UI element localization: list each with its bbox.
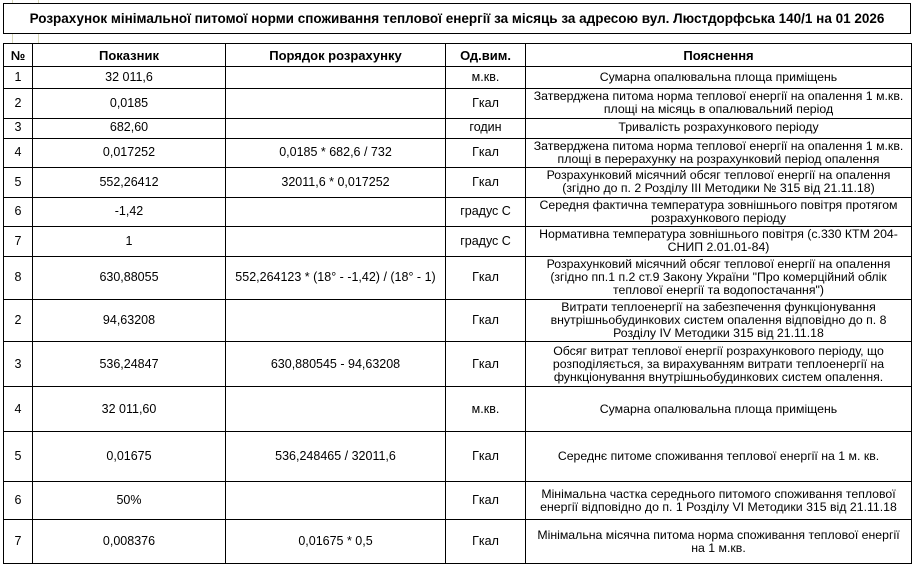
document-title: Розрахунок мінімальної питомої норми споживання теплової енергії за місяць за адресою вул. Люстдорфська 140/1 на 01 2026 xyxy=(3,3,911,34)
cell-explanation: Мінімальна місячна питома норма споживання теплової енергії на 1 м.кв. xyxy=(526,520,912,564)
cell-explanation: Обсяг витрат теплової енергії розрахункового періоду, що розподіляється, за вирахуванням витрати теплоенергії на функціонування внутрішньобудинкових систем опалення. xyxy=(526,342,912,387)
cell-calculation-formula xyxy=(226,118,446,138)
header-indicator: Показник xyxy=(33,44,226,67)
cell-row-number: 1 xyxy=(4,67,33,89)
cell-row-number: 2 xyxy=(4,299,33,342)
cell-explanation: Розрахунковий місячний обсяг теплової енергії на опалення (згідно пп.1 п.2 ст.9 Закону України "Про комерційний облік теплової енергії та водопостачання") xyxy=(526,256,912,299)
cell-row-number: 7 xyxy=(4,520,33,564)
header-unit: Од.вим. xyxy=(446,44,526,67)
cell-calculation-formula xyxy=(226,89,446,119)
table-row xyxy=(4,168,912,198)
cell-indicator-value: 94,63208 xyxy=(33,299,226,342)
table-row xyxy=(4,138,912,168)
table-row xyxy=(4,342,912,387)
cell-indicator-value: 536,24847 xyxy=(33,342,226,387)
cell-calculation-formula xyxy=(226,482,446,520)
cell-unit: Гкал xyxy=(446,520,526,564)
table-header-row xyxy=(4,44,912,67)
cell-unit: Гкал xyxy=(446,138,526,168)
cell-unit: Гкал xyxy=(446,342,526,387)
cell-explanation: Тривалість розрахункового періоду xyxy=(526,118,912,138)
cell-indicator-value: 32 011,60 xyxy=(33,387,226,432)
cell-unit: Гкал xyxy=(446,256,526,299)
cell-unit: градус С xyxy=(446,197,526,227)
header-number: № xyxy=(4,44,33,67)
table-row xyxy=(4,227,912,257)
cell-indicator-value: 552,26412 xyxy=(33,168,226,198)
cell-unit: Гкал xyxy=(446,432,526,482)
table-row xyxy=(4,67,912,89)
cell-row-number: 6 xyxy=(4,197,33,227)
cell-calculation-formula: 536,248465 / 32011,6 xyxy=(226,432,446,482)
cell-explanation: Середня фактична температура зовнішнього повітря протягом розрахункового періоду xyxy=(526,197,912,227)
cell-calculation-formula: 0,01675 * 0,5 xyxy=(226,520,446,564)
cell-row-number: 5 xyxy=(4,168,33,198)
table-row xyxy=(4,89,912,119)
cell-row-number: 2 xyxy=(4,89,33,119)
cell-indicator-value: 1 xyxy=(33,227,226,257)
cell-unit: Гкал xyxy=(446,168,526,198)
cell-unit: м.кв. xyxy=(446,387,526,432)
table-row xyxy=(4,197,912,227)
cell-explanation: Сумарна опалювальна площа приміщень xyxy=(526,67,912,89)
cell-calculation-formula xyxy=(226,299,446,342)
cell-calculation-formula xyxy=(226,387,446,432)
cell-row-number: 8 xyxy=(4,256,33,299)
cell-calculation-formula: 32011,6 * 0,017252 xyxy=(226,168,446,198)
cell-indicator-value: -1,42 xyxy=(33,197,226,227)
cell-calculation-formula: 630,880545 - 94,63208 xyxy=(226,342,446,387)
cell-calculation-formula: 0,0185 * 682,6 / 732 xyxy=(226,138,446,168)
cell-row-number: 6 xyxy=(4,482,33,520)
cell-row-number: 5 xyxy=(4,432,33,482)
cell-calculation-formula xyxy=(226,227,446,257)
cell-row-number: 3 xyxy=(4,118,33,138)
table-row xyxy=(4,520,912,564)
cell-calculation-formula xyxy=(226,197,446,227)
table-row xyxy=(4,482,912,520)
cell-row-number: 3 xyxy=(4,342,33,387)
cell-indicator-value: 0,01675 xyxy=(33,432,226,482)
cell-unit: градус С xyxy=(446,227,526,257)
cell-explanation: Затверджена питома норма теплової енергії на опалення 1 м.кв. площі на місяць в опалювальний період xyxy=(526,89,912,119)
cell-unit: м.кв. xyxy=(446,67,526,89)
cell-explanation: Нормативна температура зовнішнього повітря (с.330 КТМ 204-СНИП 2.01.01-84) xyxy=(526,227,912,257)
cell-explanation: Розрахунковий місячний обсяг теплової енергії на опалення (згідно до п. 2 Розділу III Методики № 315 від 21.11.18) xyxy=(526,168,912,198)
table-row xyxy=(4,387,912,432)
cell-unit: годин xyxy=(446,118,526,138)
cell-indicator-value: 630,88055 xyxy=(33,256,226,299)
cell-explanation: Мінімальна частка середнього питомого споживання теплової енергії відповідно до п. 1 Розділу VI Методики 315 від 21.11.18 xyxy=(526,482,912,520)
table-row xyxy=(4,299,912,342)
cell-indicator-value: 32 011,6 xyxy=(33,67,226,89)
table-row xyxy=(4,432,912,482)
header-calculation-procedure: Порядок розрахунку xyxy=(226,44,446,67)
cell-calculation-formula: 552,264123 * (18° - -1,42) / (18° - 1) xyxy=(226,256,446,299)
cell-indicator-value: 50% xyxy=(33,482,226,520)
cell-indicator-value: 0,0185 xyxy=(33,89,226,119)
cell-row-number: 4 xyxy=(4,138,33,168)
cell-unit: Гкал xyxy=(446,299,526,342)
table-row xyxy=(4,256,912,299)
cell-indicator-value: 0,008376 xyxy=(33,520,226,564)
cell-explanation: Сумарна опалювальна площа приміщень xyxy=(526,387,912,432)
cell-row-number: 4 xyxy=(4,387,33,432)
cell-calculation-formula xyxy=(226,67,446,89)
cell-row-number: 7 xyxy=(4,227,33,257)
cell-unit: Гкал xyxy=(446,482,526,520)
cell-explanation: Витрати теплоенергії на забезпечення функціонування внутрішньобудинкових систем опалення відповідно до п. 8 Розділу IV Методики 315 від 21.11.18 xyxy=(526,299,912,342)
calculation-table xyxy=(3,43,912,564)
cell-explanation: Затверджена питома норма теплової енергії на опалення 1 м.кв. площі в перерахунку на розрахунковий період опалення xyxy=(526,138,912,168)
header-explanation: Пояснення xyxy=(526,44,912,67)
cell-indicator-value: 0,017252 xyxy=(33,138,226,168)
cell-unit: Гкал xyxy=(446,89,526,119)
cell-indicator-value: 682,60 xyxy=(33,118,226,138)
table-row xyxy=(4,118,912,138)
cell-explanation: Середнє питоме споживання теплової енергії на 1 м. кв. xyxy=(526,432,912,482)
